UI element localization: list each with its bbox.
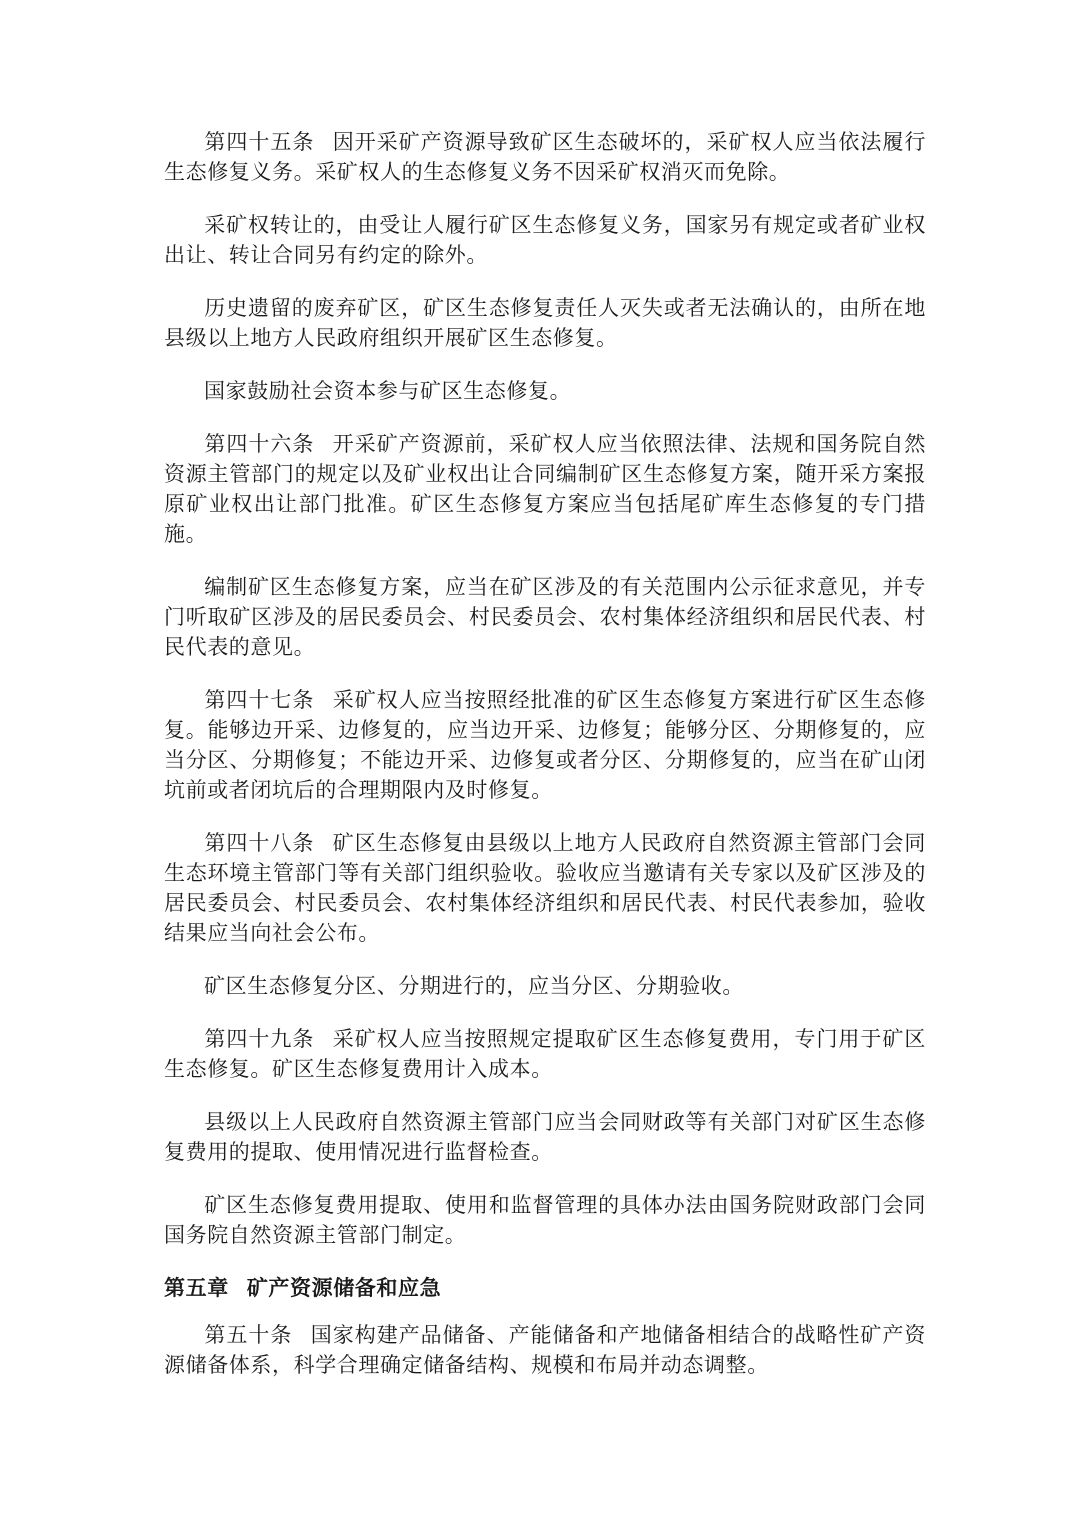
paragraph-text: 采矿权人应当按照规定提取矿区生态修复费用，专门用于矿区生态修复。矿区生态修复费用计入成本。 (164, 1027, 926, 1081)
paragraph-article-49 (164, 1024, 926, 1084)
paragraph-text: 矿区生态修复分区、分期进行的，应当分区、分期验收。 (204, 974, 744, 998)
paragraph (164, 376, 926, 406)
document-page (164, 127, 926, 1403)
paragraph (164, 293, 926, 353)
article-number: 第四十六条 (204, 432, 315, 456)
paragraph (164, 1190, 926, 1250)
article-number: 第四十五条 (204, 130, 315, 154)
paragraph-text: 开采矿产资源前，采矿权人应当依照法律、法规和国务院自然资源主管部门的规定以及矿业权出让合同编制矿区生态修复方案，随开采方案报原矿业权出让部门批准。矿区生态修复方案应当包括尾矿库生态修复的专门措施。 (164, 432, 926, 546)
article-number: 第四十八条 (204, 831, 315, 855)
paragraph-text: 矿区生态修复由县级以上地方人民政府自然资源主管部门会同生态环境主管部门等有关部门组织验收。验收应当邀请有关专家以及矿区涉及的居民委员会、村民委员会、农村集体经济组织和居民代表、村民代表参加，验收结果应当向社会公布。 (164, 831, 926, 945)
chapter-number: 第五章 (164, 1275, 229, 1300)
paragraph-text: 采矿权人应当按照经批准的矿区生态修复方案进行矿区生态修复。能够边开采、边修复的，应当边开采、边修复；能够分区、分期修复的，应当分区、分期修复；不能边开采、边修复或者分区、分期修复的，应当在矿山闭坑前或者闭坑后的合理期限内及时修复。 (164, 688, 926, 802)
paragraph (164, 971, 926, 1001)
chapter-heading (164, 1273, 926, 1303)
paragraph-article-46 (164, 429, 926, 549)
paragraph-text: 县级以上人民政府自然资源主管部门应当会同财政等有关部门对矿区生态修复费用的提取、使用情况进行监督检查。 (164, 1110, 926, 1164)
paragraph-text: 因开采矿产资源导致矿区生态破坏的，采矿权人应当依法履行生态修复义务。采矿权人的生态修复义务不因采矿权消灭而免除。 (164, 130, 926, 184)
paragraph-text: 国家构建产品储备、产能储备和产地储备相结合的战略性矿产资源储备体系，科学合理确定储备结构、规模和布局并动态调整。 (164, 1323, 926, 1377)
paragraph-text: 历史遗留的废弃矿区，矿区生态修复责任人灭失或者无法确认的，由所在地县级以上地方人民政府组织开展矿区生态修复。 (164, 296, 926, 350)
article-number: 第五十条 (204, 1323, 293, 1347)
paragraph-text: 国家鼓励社会资本参与矿区生态修复。 (204, 379, 572, 403)
paragraph-text: 采矿权转让的，由受让人履行矿区生态修复义务，国家另有规定或者矿业权出让、转让合同另有约定的除外。 (164, 213, 926, 267)
paragraph-article-50 (164, 1320, 926, 1380)
paragraph (164, 210, 926, 270)
paragraph (164, 1107, 926, 1167)
paragraph-article-47 (164, 685, 926, 805)
article-number: 第四十九条 (204, 1027, 315, 1051)
paragraph-article-45 (164, 127, 926, 187)
paragraph-text: 矿区生态修复费用提取、使用和监督管理的具体办法由国务院财政部门会同国务院自然资源主管部门制定。 (164, 1193, 926, 1247)
article-number: 第四十七条 (204, 688, 315, 712)
chapter-title: 矿产资源储备和应急 (246, 1275, 442, 1300)
paragraph-article-48 (164, 828, 926, 948)
paragraph (164, 572, 926, 662)
paragraph-text: 编制矿区生态修复方案，应当在矿区涉及的有关范围内公示征求意见，并专门听取矿区涉及的居民委员会、村民委员会、农村集体经济组织和居民代表、村民代表的意见。 (164, 575, 926, 659)
